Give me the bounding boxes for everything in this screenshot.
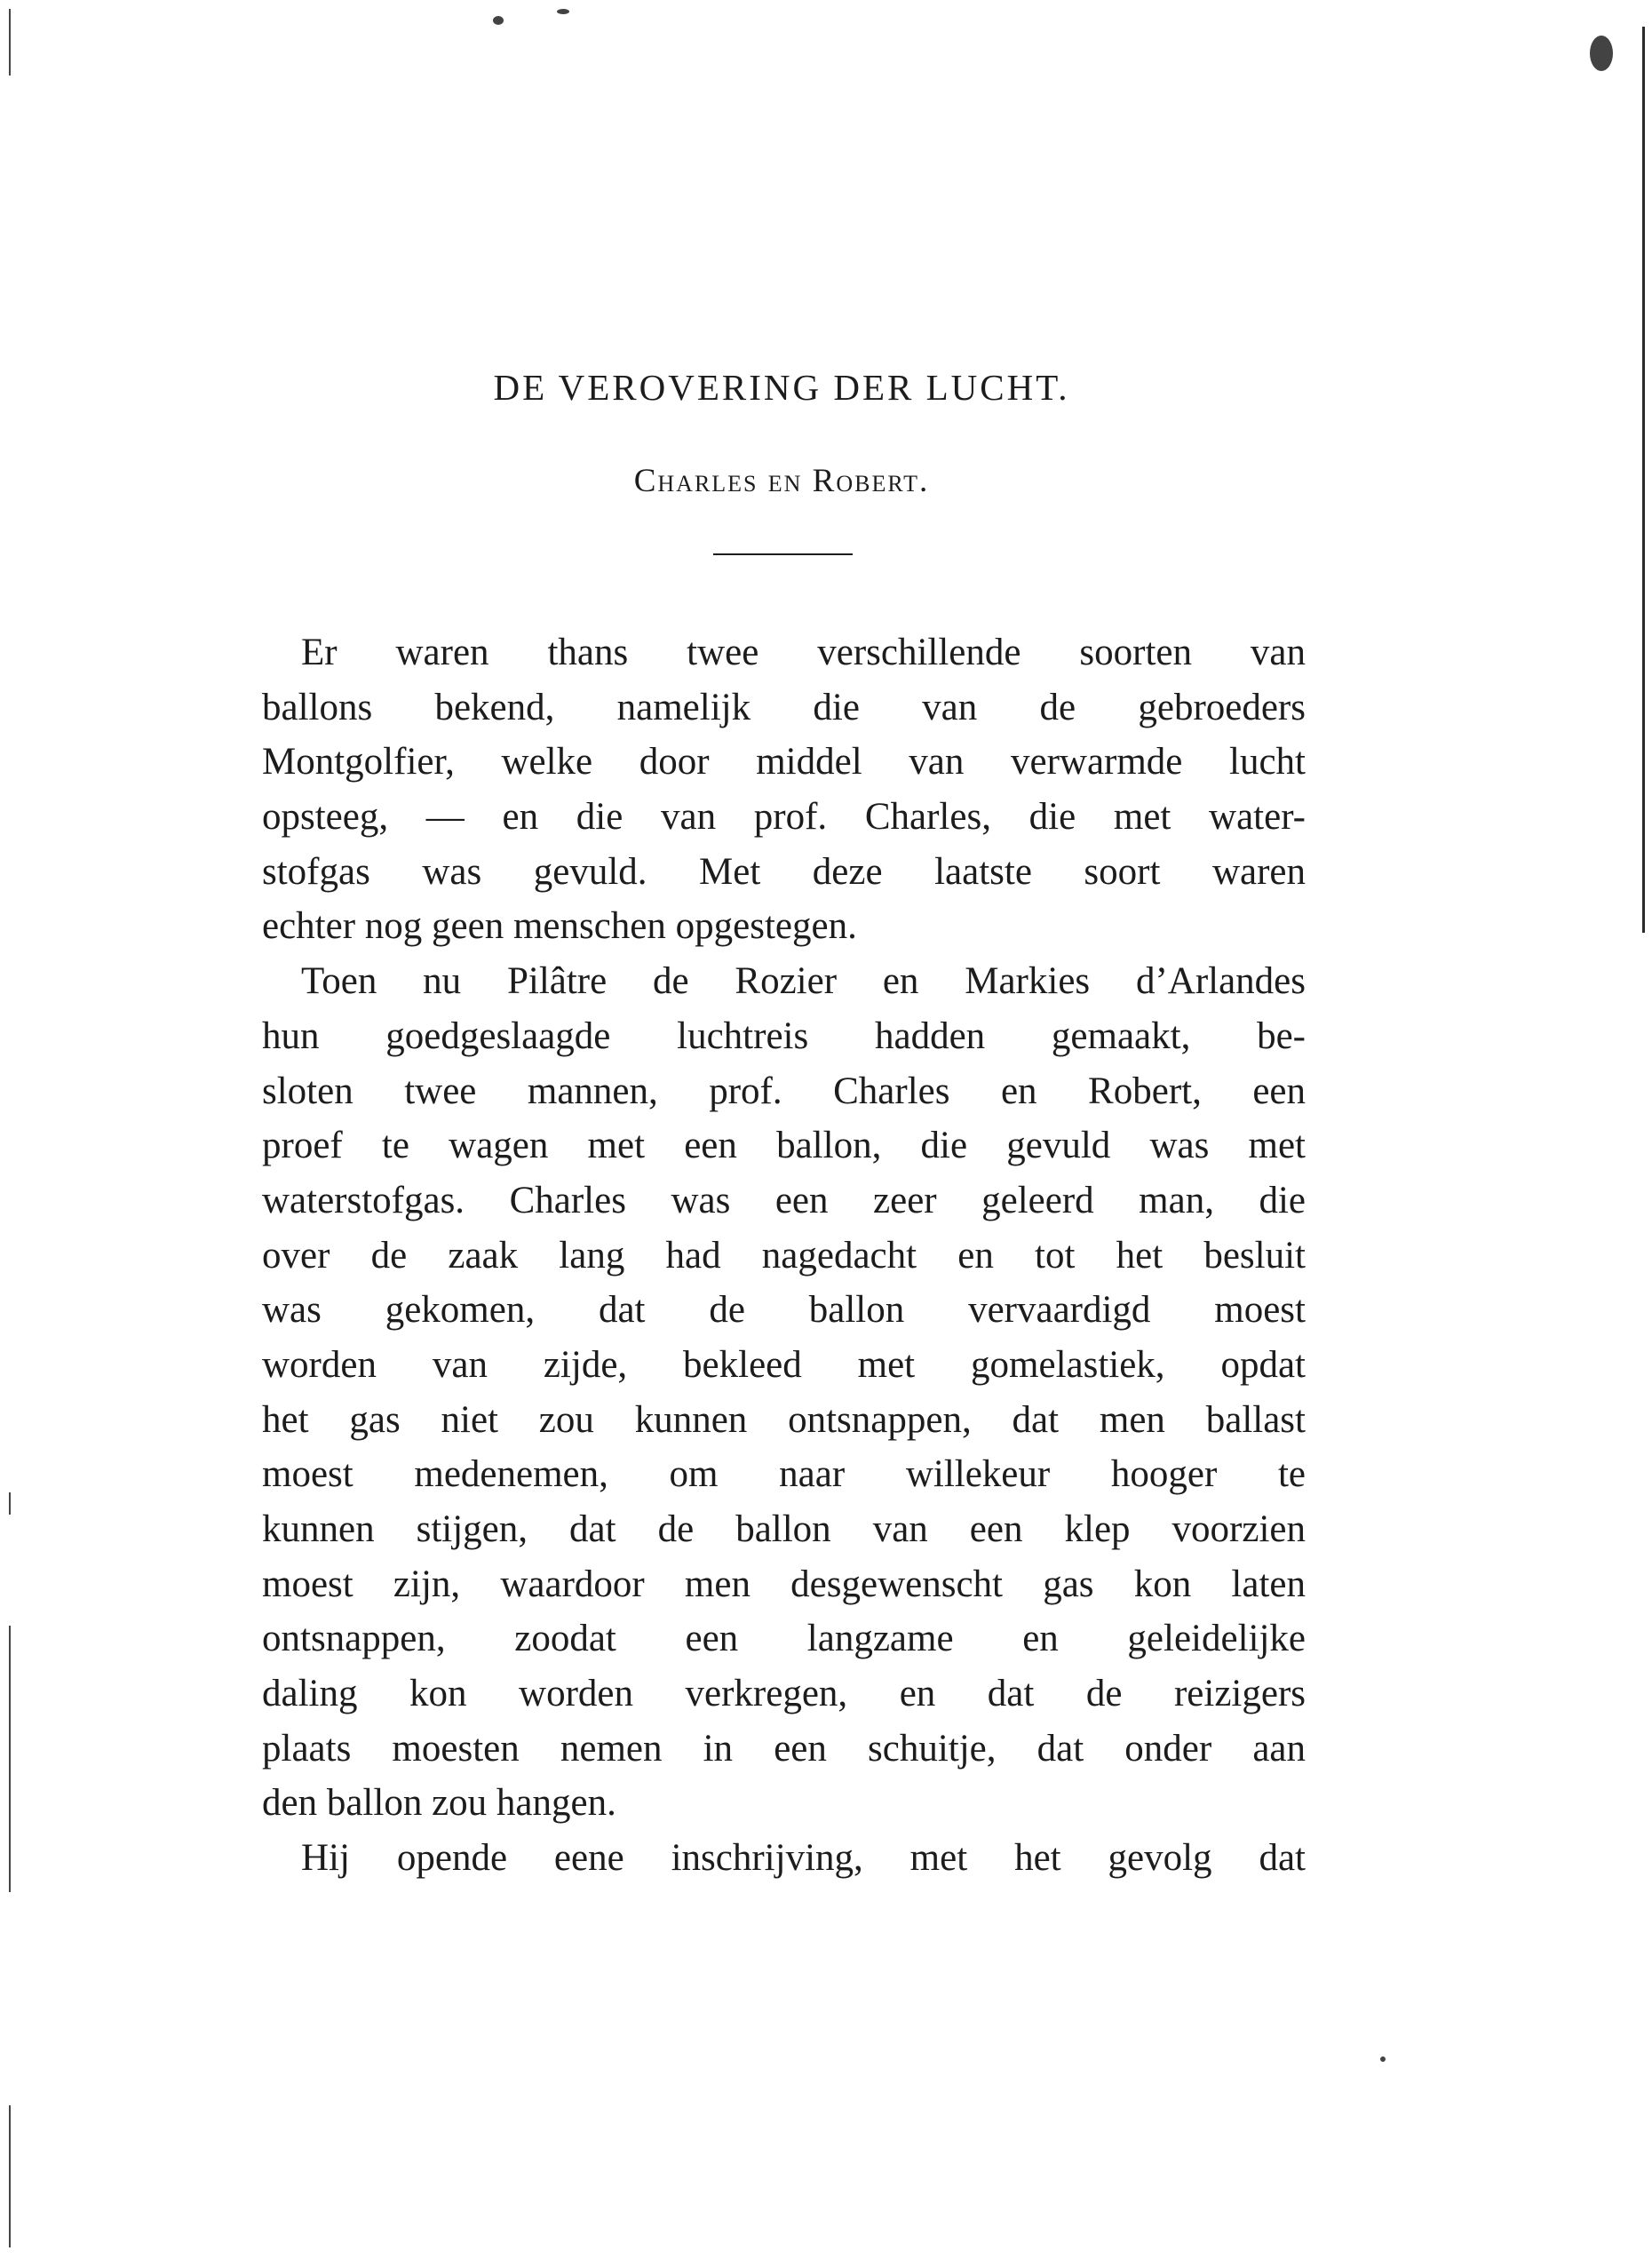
text-line: ballons bekend, namelijk die van de gebroeders: [262, 686, 1306, 728]
section-divider: [713, 553, 853, 555]
text-line: Hij opende eene inschrijving, met het gevolg dat: [301, 1837, 1306, 1880]
text-line: worden van zijde, bekleed met gomelastiek, opdat: [262, 1343, 1306, 1386]
scan-speck: [557, 9, 569, 14]
scan-edge-mark: [9, 1492, 11, 1515]
scan-speck: [1380, 2056, 1386, 2062]
chapter-subtitle: Charles en Robert.: [633, 463, 930, 499]
scan-speck: [493, 16, 504, 25]
body-text: [262, 625, 1306, 1886]
text-line: echter nog geen menschen opgestegen.: [262, 905, 857, 948]
text-line: sloten twee mannen, prof. Charles en Robert, een: [262, 1070, 1306, 1112]
text-line: moest medenemen, om naar willekeur hooger te: [262, 1453, 1306, 1496]
scan-edge-mark: [9, 1626, 11, 1892]
text-line: proef te wagen met een ballon, die gevuld was met: [262, 1125, 1306, 1167]
scan-edge-mark: [9, 2105, 11, 2247]
text-line: daling kon worden verkregen, en dat de reizigers: [262, 1673, 1306, 1715]
text-line: was gekomen, dat de ballon vervaardigd moest: [262, 1289, 1306, 1332]
scan-edge-mark: [9, 9, 11, 76]
text-line: stofgas was gevuld. Met deze laatste soort waren: [262, 850, 1306, 893]
text-line: Montgolfier, welke door middel van verwarmde lucht: [262, 741, 1306, 784]
text-line: kunnen stijgen, dat de ballon van een klep voorzien: [262, 1508, 1306, 1550]
text-line: hun goedgeslaagde luchtreis hadden gemaakt, be-: [262, 1014, 1306, 1057]
text-line: Er waren thans twee verschillende soorten van: [301, 632, 1306, 673]
scan-edge-shadow: [1642, 27, 1645, 933]
scan-speck: [1590, 36, 1613, 71]
text-line: den ballon zou hangen.: [262, 1782, 616, 1825]
text-line: moest zijn, waardoor men desgewenscht gas kon laten: [262, 1563, 1306, 1605]
chapter-title: DE VEROVERING DER LUCHT.: [493, 367, 1070, 408]
text-line: waterstofgas. Charles was een zeer geleerd man, die: [262, 1179, 1306, 1221]
text-line: ontsnappen, zoodat een langzame en geleidelijke: [262, 1618, 1306, 1660]
text-line: plaats moesten nemen in een schuitje, dat onder aan: [262, 1727, 1306, 1770]
text-line: over de zaak lang had nagedacht en tot het besluit: [262, 1234, 1306, 1277]
text-line: het gas niet zou kunnen ontsnappen, dat men ballast: [262, 1398, 1306, 1441]
text-line: opsteeg, — en die van prof. Charles, die met water-: [262, 796, 1306, 839]
text-line: Toen nu Pilâtre de Rozier en Markies d’Arlandes: [301, 960, 1306, 1003]
